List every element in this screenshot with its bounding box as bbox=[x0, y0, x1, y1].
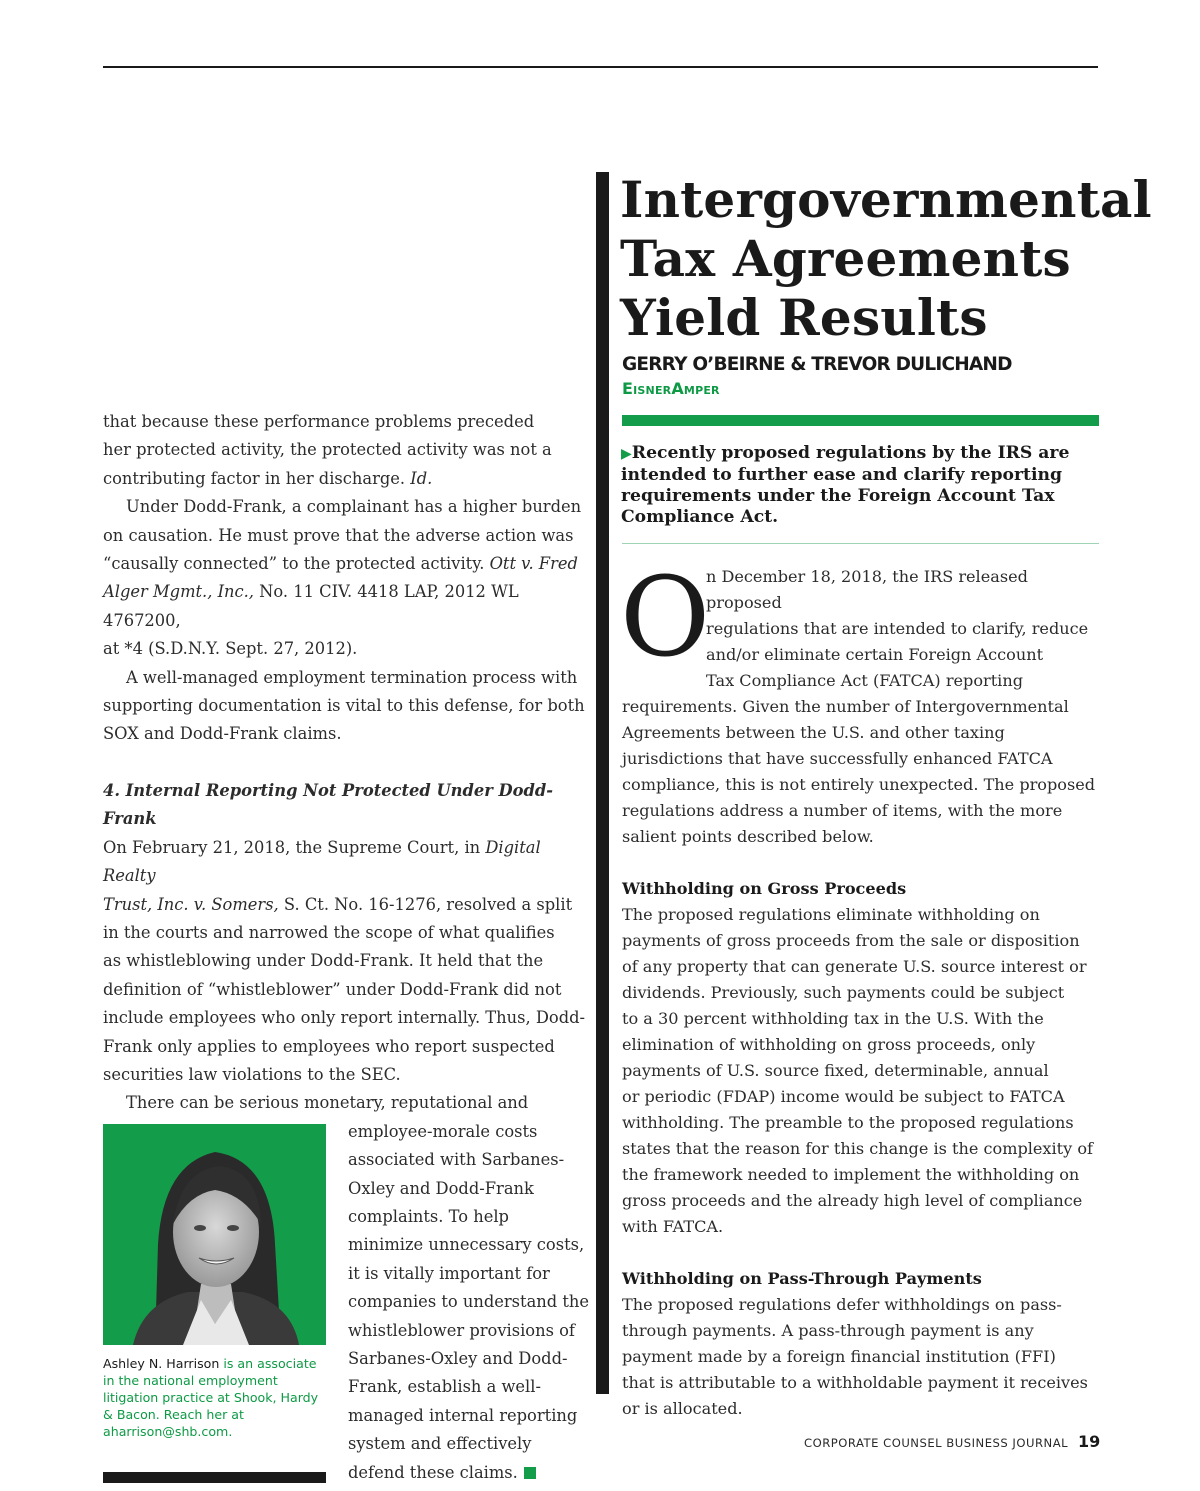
footer-journal-name: CORPORATE COUNSEL BUSINESS JOURNAL bbox=[804, 1436, 1069, 1450]
author-bio-caption: Ashley N. Harrison is an associate in the national employment litigation practice at Shook, Hardy & Bacon. Reach her at aharrison@shb.com. bbox=[103, 1355, 319, 1439]
section-paragraph-gross-proceeds: The proposed regulations eliminate withholding on payments of gross proceeds from the sale or disposition of any property that can generate U.S. source interest or dividends. Previously, such payments could be subject to a 30 percent withholding tax in the U.S. With the elimination of withholding on gross proceeds, only payments of U.S. source fixed, determinable, annual or periodic (FDAP) income would be subject to FATCA withholding. The preamble to the proposed regulations states that the reason for this change is the complexity of the framework needed to implement the withholding on gross proceeds and the already high level of compliance with FATCA. bbox=[622, 905, 1093, 1236]
article-lede: ▶Recently proposed regulations by the IRS are intended to further ease and clarify reporting requirements under the Foreign Account Tax Compliance Act. bbox=[621, 443, 1070, 527]
author-photo bbox=[103, 1124, 326, 1345]
article-title: Intergovernmental Tax Agreements Yield Results bbox=[620, 170, 1152, 347]
page-number: 19 bbox=[1078, 1432, 1101, 1451]
section-heading-gross-proceeds: Withholding on Gross Proceeds bbox=[622, 879, 907, 898]
thin-divider bbox=[622, 543, 1099, 544]
photo-and-text-area bbox=[103, 1118, 590, 1482]
end-of-article-square-icon bbox=[524, 1467, 536, 1479]
article-vertical-bar bbox=[596, 172, 609, 1394]
left-column bbox=[103, 408, 590, 1482]
drop-cap: O bbox=[620, 553, 711, 681]
author-name: Ashley N. Harrison bbox=[103, 1355, 220, 1371]
case-name: Digital Realty bbox=[103, 837, 541, 886]
case-name: Ott v. Fred bbox=[489, 554, 578, 574]
section-heading-pass-through: Withholding on Pass-Through Payments bbox=[622, 1269, 982, 1288]
green-divider bbox=[622, 415, 1099, 426]
paragraph-1: that because these performance problems preceded her protected activity, the protected activity was not a contributing factor in her discharge. Id. bbox=[103, 412, 552, 488]
author-organization: EisnerAmper bbox=[622, 379, 720, 398]
intro-paragraph: n December 18, 2018, the IRS released proposed regulations that are intended to clarify, reduce and/or eliminate certain Foreign Account Tax Compliance Act (FATCA) reporting requirements. Given the number of Intergovernmental Agreements between the U.S. and other taxing jurisdictions that have successfully enhanced FATCA compliance, this is not entirely unexpected. The proposed regulations address a number of items, with the more salient points described below. bbox=[622, 567, 1096, 846]
top-rule bbox=[103, 66, 1098, 68]
section-paragraph-pass-through: The proposed regulations defer withholdings on pass- through payments. A pass-through payment is any payment made by a foreign financial institution (FFI) that is attributable to a withholdable payment it receives or is allocated. bbox=[622, 1295, 1088, 1418]
paragraph-5-first-line: There can be serious monetary, reputational and bbox=[126, 1093, 529, 1113]
case-name: Trust, Inc. v. Somers, bbox=[103, 894, 279, 914]
paragraph-3: A well-managed employment termination process with supporting documentation is vital to this defense, for both SOX and Dodd-Frank claims. bbox=[103, 667, 585, 744]
citation-id: Id. bbox=[410, 468, 433, 488]
article-authors: GERRY O’BEIRNE & TREVOR DULICHAND bbox=[622, 354, 1012, 375]
article-body bbox=[620, 553, 1100, 1422]
card-bottom-bar bbox=[103, 1472, 326, 1483]
section-subhead: 4. Internal Reporting Not Protected Under Dodd-Frank bbox=[103, 780, 553, 829]
case-name: Alger Mgmt., Inc., bbox=[103, 582, 254, 602]
wrapped-text: employee-morale costs associated with Sarbanes- Oxley and Dodd-Frank complaints. To help minimize unnecessary costs, it is vitally important for companies to understand the whistleblower provisions of Sarbanes-Oxley and Dodd- Frank, establish a well- managed internal reporting system and effectively defend these claims. bbox=[348, 1121, 590, 1482]
play-arrow-icon: ▶ bbox=[621, 446, 632, 462]
author-card bbox=[103, 1124, 326, 1440]
paragraph-2: Under Dodd-Frank, a complainant has a higher burden on causation. He must prove that the adverse action was “causally connected” to the protected activity. Ott v. Fred Alger Mgmt., Inc., No. 11 CIV. 4418 LAP, 2012 WL 4767200, at *4 (S.D.N.Y. Sept. 27, 2012). bbox=[103, 497, 582, 659]
portrait-illustration bbox=[103, 1124, 326, 1345]
paragraph-4: On February 21, 2018, the Supreme Court, in Digital Realty Trust, Inc. v. Somers, S. Ct. No. 16-1276, resolved a split in the courts and narrowed the scope of what qualifies as whistleblowing under Dodd-Frank. It held that the definition of “whistleblower” under Dodd-Frank did not include employees who only report internally. Thus, Dodd- Frank only applies to employees who report suspected securities law violations to the SEC. bbox=[103, 837, 586, 1084]
